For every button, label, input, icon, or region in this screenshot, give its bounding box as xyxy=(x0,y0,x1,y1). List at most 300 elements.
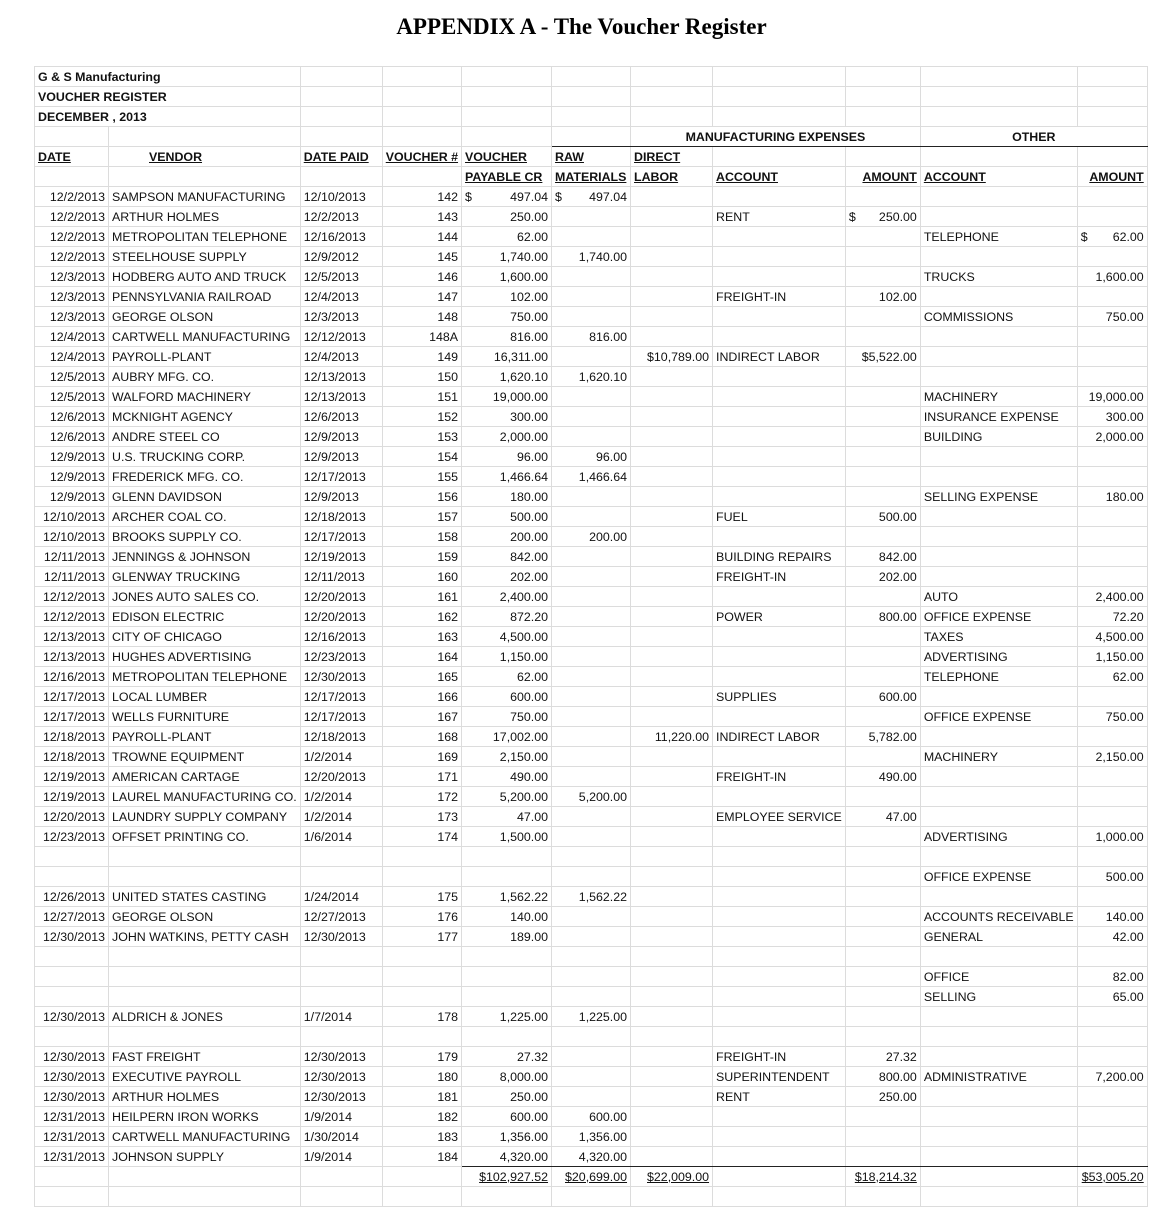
row-direct-labor xyxy=(631,747,713,767)
row-raw-materials xyxy=(552,927,631,947)
table-row xyxy=(35,1127,1148,1147)
row-mfg-amount: 250.00 xyxy=(845,1087,920,1107)
row-other-account xyxy=(920,327,1077,347)
row-voucher-payable: 16,311.00 xyxy=(462,347,552,367)
row-vendor: PENNSYLVANIA RAILROAD xyxy=(109,287,301,307)
row-other-account xyxy=(920,347,1077,367)
row-mfg-account xyxy=(713,427,846,447)
row-mfg-amount xyxy=(845,787,920,807)
row-mfg-amount: 27.32 xyxy=(845,1047,920,1067)
row-date-paid: 12/20/2013 xyxy=(300,607,382,627)
row-vendor: CARTWELL MANUFACTURING xyxy=(109,327,301,347)
row-date: 12/3/2013 xyxy=(35,287,109,307)
row-other-amount xyxy=(1077,1107,1147,1127)
voucher-register-sheet xyxy=(34,66,1148,1207)
table-row xyxy=(35,1087,1148,1107)
row-voucher-no: 146 xyxy=(382,267,461,287)
row-other-account: TELEPHONE xyxy=(920,667,1077,687)
row-raw-materials xyxy=(552,267,631,287)
row-mfg-account: FUEL xyxy=(713,507,846,527)
row-voucher-payable: 62.00 xyxy=(462,667,552,687)
row-voucher-payable: $ 497.04 xyxy=(462,187,552,207)
row-other-amount xyxy=(1077,527,1147,547)
row-date: 12/12/2013 xyxy=(35,587,109,607)
row-vendor: HODBERG AUTO AND TRUCK xyxy=(109,267,301,287)
row-other-account: INSURANCE EXPENSE xyxy=(920,407,1077,427)
table-row xyxy=(35,227,1148,247)
row-voucher-payable: 1,562.22 xyxy=(462,887,552,907)
row-mfg-account xyxy=(713,367,846,387)
row-voucher-payable xyxy=(462,987,552,1007)
row-other-amount: 750.00 xyxy=(1077,707,1147,727)
table-row xyxy=(35,447,1148,467)
row-voucher-payable: 1,356.00 xyxy=(462,1127,552,1147)
row-voucher-payable: 1,620.10 xyxy=(462,367,552,387)
row-mfg-account xyxy=(713,327,846,347)
row-raw-materials: 1,225.00 xyxy=(552,1007,631,1027)
total-other-amount: $53,005.20 xyxy=(1077,1167,1147,1187)
row-mfg-account: INDIRECT LABOR xyxy=(713,347,846,367)
row-date-paid: 12/12/2013 xyxy=(300,327,382,347)
row-other-account xyxy=(920,547,1077,567)
row-date: 12/18/2013 xyxy=(35,727,109,747)
row-vendor: STEELHOUSE SUPPLY xyxy=(109,247,301,267)
row-other-amount: 140.00 xyxy=(1077,907,1147,927)
row-date-paid: 12/30/2013 xyxy=(300,1047,382,1067)
row-voucher-payable: 872.20 xyxy=(462,607,552,627)
row-mfg-amount xyxy=(845,327,920,347)
row-voucher-payable: 490.00 xyxy=(462,767,552,787)
row-other-account: AUTO xyxy=(920,587,1077,607)
row-mfg-account xyxy=(713,447,846,467)
row-other-amount: 2,000.00 xyxy=(1077,427,1147,447)
row-raw-materials xyxy=(552,547,631,567)
row-date: 12/12/2013 xyxy=(35,607,109,627)
row-mfg-account xyxy=(713,267,846,287)
row-vendor: METROPOLITAN TELEPHONE xyxy=(109,667,301,687)
row-voucher-payable: 750.00 xyxy=(462,707,552,727)
table-row xyxy=(35,687,1148,707)
row-date-paid: 12/27/2013 xyxy=(300,907,382,927)
row-mfg-account xyxy=(713,667,846,687)
row-voucher-no: 164 xyxy=(382,647,461,667)
row-raw-materials xyxy=(552,407,631,427)
row-raw-materials xyxy=(552,807,631,827)
row-date: 12/17/2013 xyxy=(35,707,109,727)
row-raw-materials xyxy=(552,287,631,307)
row-raw-materials xyxy=(552,507,631,527)
table-row xyxy=(35,287,1148,307)
row-date: 12/16/2013 xyxy=(35,667,109,687)
row-date-paid: 12/3/2013 xyxy=(300,307,382,327)
row-mfg-amount xyxy=(845,1107,920,1127)
row-voucher-payable: 2,400.00 xyxy=(462,587,552,607)
row-voucher-payable: 1,150.00 xyxy=(462,647,552,667)
row-raw-materials xyxy=(552,707,631,727)
row-other-amount: 1,150.00 xyxy=(1077,647,1147,667)
row-date: 12/2/2013 xyxy=(35,247,109,267)
table-row xyxy=(35,987,1148,1007)
row-mfg-amount xyxy=(845,647,920,667)
row-voucher-no: 147 xyxy=(382,287,461,307)
row-voucher-no: 144 xyxy=(382,227,461,247)
row-direct-labor xyxy=(631,427,713,447)
row-date xyxy=(35,867,109,887)
row-date-paid: 1/9/2014 xyxy=(300,1147,382,1167)
row-raw-materials xyxy=(552,727,631,747)
row-raw-materials xyxy=(552,827,631,847)
row-other-account: BUILDING xyxy=(920,427,1077,447)
row-date-paid: 12/9/2013 xyxy=(300,427,382,447)
row-other-account xyxy=(920,447,1077,467)
row-vendor: GLENN DAVIDSON xyxy=(109,487,301,507)
table-row xyxy=(35,487,1148,507)
row-date: 12/11/2013 xyxy=(35,547,109,567)
row-other-account: MACHINERY xyxy=(920,747,1077,767)
row-voucher-no: 173 xyxy=(382,807,461,827)
row-mfg-amount xyxy=(845,407,920,427)
row-mfg-account xyxy=(713,887,846,907)
row-voucher-no: 184 xyxy=(382,1147,461,1167)
table-row xyxy=(35,727,1148,747)
row-voucher-no: 181 xyxy=(382,1087,461,1107)
row-voucher-no: 145 xyxy=(382,247,461,267)
row-mfg-amount xyxy=(845,627,920,647)
table-row xyxy=(35,667,1148,687)
row-direct-labor xyxy=(631,587,713,607)
row-date: 12/31/2013 xyxy=(35,1107,109,1127)
row-date-paid: 12/13/2013 xyxy=(300,367,382,387)
row-date-paid: 12/30/2013 xyxy=(300,1087,382,1107)
row-other-account: ADVERTISING xyxy=(920,827,1077,847)
row-mfg-account: EMPLOYEE SERVICE xyxy=(713,807,846,827)
row-voucher-payable: 202.00 xyxy=(462,567,552,587)
table-row xyxy=(35,207,1148,227)
col-vendor-header: VENDOR xyxy=(109,147,301,167)
table-row xyxy=(35,1047,1148,1067)
row-other-amount xyxy=(1077,887,1147,907)
row-date: 12/31/2013 xyxy=(35,1127,109,1147)
row-vendor: METROPOLITAN TELEPHONE xyxy=(109,227,301,247)
row-date: 12/2/2013 xyxy=(35,187,109,207)
row-date-paid: 12/17/2013 xyxy=(300,527,382,547)
row-other-amount: 42.00 xyxy=(1077,927,1147,947)
row-date: 12/2/2013 xyxy=(35,227,109,247)
row-raw-materials: 96.00 xyxy=(552,447,631,467)
row-vendor xyxy=(109,967,301,987)
row-mfg-amount: 600.00 xyxy=(845,687,920,707)
row-date: 12/27/2013 xyxy=(35,907,109,927)
row-vendor: MCKNIGHT AGENCY xyxy=(109,407,301,427)
row-date: 12/13/2013 xyxy=(35,627,109,647)
row-other-account xyxy=(920,787,1077,807)
table-row xyxy=(35,607,1148,627)
row-other-amount xyxy=(1077,727,1147,747)
row-voucher-no: 182 xyxy=(382,1107,461,1127)
row-mfg-amount xyxy=(845,247,920,267)
row-mfg-account xyxy=(713,987,846,1007)
row-voucher-no xyxy=(382,987,461,1007)
row-mfg-amount xyxy=(845,187,920,207)
row-mfg-account xyxy=(713,387,846,407)
row-vendor: WELLS FURNITURE xyxy=(109,707,301,727)
table-row xyxy=(35,427,1148,447)
row-date-paid xyxy=(300,867,382,887)
row-mfg-account xyxy=(713,467,846,487)
row-mfg-account xyxy=(713,1107,846,1127)
row-date: 12/10/2013 xyxy=(35,507,109,527)
row-direct-labor xyxy=(631,1107,713,1127)
row-direct-labor xyxy=(631,767,713,787)
row-voucher-payable: 300.00 xyxy=(462,407,552,427)
row-vendor: TROWNE EQUIPMENT xyxy=(109,747,301,767)
row-other-amount xyxy=(1077,447,1147,467)
row-date: 12/31/2013 xyxy=(35,1147,109,1167)
row-direct-labor xyxy=(631,667,713,687)
row-other-account: SELLING EXPENSE xyxy=(920,487,1077,507)
row-direct-labor xyxy=(631,327,713,347)
row-date-paid: 12/4/2013 xyxy=(300,287,382,307)
row-mfg-amount xyxy=(845,1127,920,1147)
row-direct-labor xyxy=(631,467,713,487)
table-row xyxy=(35,387,1148,407)
row-voucher-no: 148A xyxy=(382,327,461,347)
row-date-paid: 12/30/2013 xyxy=(300,927,382,947)
row-date: 12/9/2013 xyxy=(35,467,109,487)
row-other-account xyxy=(920,1047,1077,1067)
row-direct-labor xyxy=(631,287,713,307)
row-voucher-payable: 62.00 xyxy=(462,227,552,247)
row-date: 12/9/2013 xyxy=(35,447,109,467)
row-voucher-payable: 2,000.00 xyxy=(462,427,552,447)
table-row xyxy=(35,627,1148,647)
row-direct-labor xyxy=(631,387,713,407)
row-mfg-account: FREIGHT-IN xyxy=(713,1047,846,1067)
row-voucher-payable: 1,466.64 xyxy=(462,467,552,487)
row-other-amount: 750.00 xyxy=(1077,307,1147,327)
row-vendor: EXECUTIVE PAYROLL xyxy=(109,1067,301,1087)
row-date-paid: 12/18/2013 xyxy=(300,507,382,527)
row-raw-materials xyxy=(552,207,631,227)
row-date-paid xyxy=(300,987,382,1007)
table-row xyxy=(35,887,1148,907)
row-vendor: LOCAL LUMBER xyxy=(109,687,301,707)
row-voucher-payable xyxy=(462,967,552,987)
row-other-amount xyxy=(1077,327,1147,347)
row-voucher-payable: 842.00 xyxy=(462,547,552,567)
row-other-amount: 300.00 xyxy=(1077,407,1147,427)
row-direct-labor xyxy=(631,707,713,727)
row-date-paid: 12/18/2013 xyxy=(300,727,382,747)
row-date: 12/2/2013 xyxy=(35,207,109,227)
row-other-account: OFFICE EXPENSE xyxy=(920,707,1077,727)
row-other-account xyxy=(920,247,1077,267)
row-other-amount: $ 62.00 xyxy=(1077,227,1147,247)
row-mfg-amount xyxy=(845,447,920,467)
row-voucher-no: 175 xyxy=(382,887,461,907)
row-direct-labor xyxy=(631,1067,713,1087)
row-voucher-payable: 1,500.00 xyxy=(462,827,552,847)
row-mfg-account xyxy=(713,247,846,267)
row-voucher-no: 169 xyxy=(382,747,461,767)
row-voucher-no: 168 xyxy=(382,727,461,747)
row-voucher-payable: 250.00 xyxy=(462,1087,552,1107)
row-mfg-amount: 47.00 xyxy=(845,807,920,827)
row-date: 12/19/2013 xyxy=(35,787,109,807)
row-date: 12/30/2013 xyxy=(35,1087,109,1107)
table-row xyxy=(35,1067,1148,1087)
row-mfg-amount xyxy=(845,907,920,927)
row-direct-labor xyxy=(631,527,713,547)
row-date: 12/5/2013 xyxy=(35,367,109,387)
row-other-account xyxy=(920,467,1077,487)
blank-row xyxy=(35,1187,1148,1207)
row-raw-materials xyxy=(552,227,631,247)
register-name: VOUCHER REGISTER xyxy=(35,87,301,107)
row-mfg-account xyxy=(713,787,846,807)
row-date-paid: 12/9/2013 xyxy=(300,447,382,467)
table-row xyxy=(35,587,1148,607)
row-voucher-payable: 180.00 xyxy=(462,487,552,507)
row-raw-materials: 600.00 xyxy=(552,1107,631,1127)
col-payable-cr-header: PAYABLE CR xyxy=(462,167,552,187)
row-date-paid: 1/2/2014 xyxy=(300,787,382,807)
row-mfg-amount: 102.00 xyxy=(845,287,920,307)
row-other-account xyxy=(920,807,1077,827)
row-date-paid: 12/19/2013 xyxy=(300,547,382,567)
table-row xyxy=(35,1107,1148,1127)
row-voucher-no xyxy=(382,867,461,887)
table-row xyxy=(35,867,1148,887)
row-mfg-account: FREIGHT-IN xyxy=(713,767,846,787)
row-date-paid: 12/20/2013 xyxy=(300,587,382,607)
table-row xyxy=(35,467,1148,487)
row-date-paid: 12/9/2013 xyxy=(300,487,382,507)
col-mfg-account-header: ACCOUNT xyxy=(713,167,846,187)
row-raw-materials: 1,356.00 xyxy=(552,1127,631,1147)
row-raw-materials xyxy=(552,687,631,707)
col-labor-header: LABOR xyxy=(631,167,713,187)
row-raw-materials xyxy=(552,967,631,987)
row-raw-materials xyxy=(552,307,631,327)
col-date-paid-header: DATE PAID xyxy=(300,147,382,167)
row-date xyxy=(35,967,109,987)
row-voucher-payable: 102.00 xyxy=(462,287,552,307)
row-other-account xyxy=(920,527,1077,547)
row-mfg-amount xyxy=(845,1007,920,1027)
row-voucher-payable: 17,002.00 xyxy=(462,727,552,747)
col-voucher-header: VOUCHER xyxy=(462,147,552,167)
row-direct-labor xyxy=(631,247,713,267)
row-mfg-amount xyxy=(845,927,920,947)
row-raw-materials: $ 497.04 xyxy=(552,187,631,207)
row-vendor: AMERICAN CARTAGE xyxy=(109,767,301,787)
row-other-account xyxy=(920,567,1077,587)
row-voucher-no: 149 xyxy=(382,347,461,367)
row-vendor: UNITED STATES CASTING xyxy=(109,887,301,907)
row-raw-materials: 1,620.10 xyxy=(552,367,631,387)
table-row xyxy=(35,507,1148,527)
row-date-paid: 1/9/2014 xyxy=(300,1107,382,1127)
row-other-amount xyxy=(1077,567,1147,587)
row-raw-materials xyxy=(552,1087,631,1107)
row-other-amount: 2,150.00 xyxy=(1077,747,1147,767)
row-vendor: FREDERICK MFG. CO. xyxy=(109,467,301,487)
row-mfg-amount xyxy=(845,487,920,507)
row-direct-labor xyxy=(631,487,713,507)
row-vendor: ANDRE STEEL CO xyxy=(109,427,301,447)
row-direct-labor xyxy=(631,967,713,987)
row-mfg-account: SUPPLIES xyxy=(713,687,846,707)
table-row xyxy=(35,927,1148,947)
row-mfg-account xyxy=(713,1007,846,1027)
row-other-amount xyxy=(1077,807,1147,827)
row-other-account xyxy=(920,887,1077,907)
row-other-account: TELEPHONE xyxy=(920,227,1077,247)
row-other-amount: 1,000.00 xyxy=(1077,827,1147,847)
row-voucher-no: 142 xyxy=(382,187,461,207)
row-other-amount: 65.00 xyxy=(1077,987,1147,1007)
row-mfg-account xyxy=(713,867,846,887)
row-direct-labor xyxy=(631,227,713,247)
row-other-account xyxy=(920,1007,1077,1027)
row-direct-labor xyxy=(631,1087,713,1107)
row-other-amount: 82.00 xyxy=(1077,967,1147,987)
row-voucher-payable: 19,000.00 xyxy=(462,387,552,407)
row-direct-labor xyxy=(631,307,713,327)
row-other-amount xyxy=(1077,547,1147,567)
row-direct-labor xyxy=(631,1147,713,1167)
row-direct-labor xyxy=(631,547,713,567)
row-date-paid: 1/2/2014 xyxy=(300,807,382,827)
row-mfg-account: POWER xyxy=(713,607,846,627)
row-other-account: ADVERTISING xyxy=(920,647,1077,667)
row-other-amount xyxy=(1077,1147,1147,1167)
row-date-paid: 12/2/2013 xyxy=(300,207,382,227)
row-mfg-amount: $5,522.00 xyxy=(845,347,920,367)
row-voucher-no: 160 xyxy=(382,567,461,587)
row-other-amount xyxy=(1077,347,1147,367)
row-raw-materials: 816.00 xyxy=(552,327,631,347)
row-mfg-amount: 500.00 xyxy=(845,507,920,527)
row-vendor: AUBRY MFG. CO. xyxy=(109,367,301,387)
table-row xyxy=(35,327,1148,347)
row-voucher-payable: 5,200.00 xyxy=(462,787,552,807)
row-direct-labor xyxy=(631,907,713,927)
row-raw-materials: 4,320.00 xyxy=(552,1147,631,1167)
row-mfg-account xyxy=(713,827,846,847)
row-mfg-account xyxy=(713,967,846,987)
row-direct-labor xyxy=(631,407,713,427)
row-vendor: ALDRICH & JONES xyxy=(109,1007,301,1027)
row-vendor: ARCHER COAL CO. xyxy=(109,507,301,527)
row-date xyxy=(35,987,109,1007)
table-row xyxy=(35,547,1148,567)
row-voucher-no: 167 xyxy=(382,707,461,727)
row-date: 12/3/2013 xyxy=(35,267,109,287)
row-date-paid: 12/10/2013 xyxy=(300,187,382,207)
row-date: 12/5/2013 xyxy=(35,387,109,407)
row-raw-materials xyxy=(552,607,631,627)
row-mfg-account xyxy=(713,747,846,767)
row-date-paid: 12/17/2013 xyxy=(300,467,382,487)
row-date: 12/18/2013 xyxy=(35,747,109,767)
col-date-header: DATE xyxy=(35,147,109,167)
row-mfg-account: INDIRECT LABOR xyxy=(713,727,846,747)
row-voucher-no: 165 xyxy=(382,667,461,687)
table-row xyxy=(35,787,1148,807)
row-voucher-payable: 500.00 xyxy=(462,507,552,527)
